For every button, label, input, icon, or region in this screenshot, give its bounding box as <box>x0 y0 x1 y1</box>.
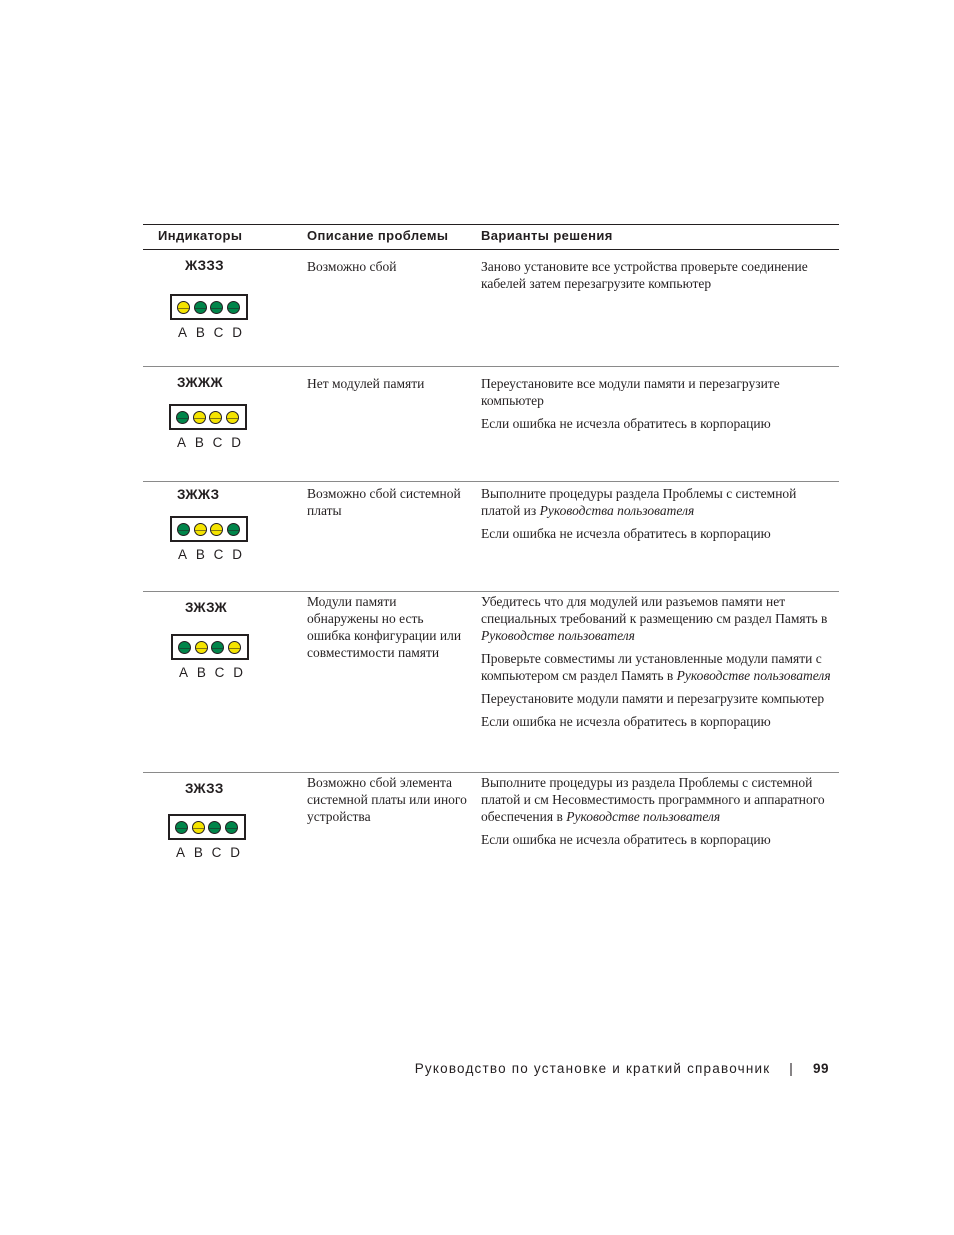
led-yellow-icon <box>177 301 190 314</box>
indicator-code: ЗЖЖЗ <box>177 487 220 502</box>
indicator-code: ЗЖЗЖ <box>185 600 228 615</box>
solution-list <box>481 485 839 548</box>
light-letter: B <box>196 665 206 680</box>
light-letter: C <box>214 665 225 680</box>
led-green-icon <box>208 821 221 834</box>
solution-text: Выполните процедуры из раздела Проблемы с системной платой и см Несовместимость программного и аппаратного обеспечения в <box>481 775 825 824</box>
led-yellow-icon <box>209 411 222 424</box>
solution-item: Переустановите все модули памяти и перезагрузите компьютер <box>481 376 780 408</box>
solution-item <box>481 774 839 825</box>
solution-item: Если ошибка не исчезла обратитесь в корпорацию <box>481 526 771 541</box>
footer-title: Руководство по установке и краткий справочник <box>414 1061 771 1076</box>
light-letter: C <box>213 547 224 562</box>
problem-description: Возможно сбой системной платы <box>307 486 461 518</box>
header-rule <box>143 249 839 250</box>
light-letter: B <box>195 325 205 340</box>
light-letter: D <box>233 665 243 680</box>
light-letter: D <box>232 325 242 340</box>
diagnostic-lights <box>168 814 246 840</box>
solution-text: Убедитесь что для модулей или разъемов памяти нет специальных требований к размещению см раздел Память в <box>481 594 828 626</box>
led-green-icon <box>225 821 238 834</box>
led-green-icon <box>194 301 207 314</box>
led-green-icon <box>227 523 240 536</box>
light-letter: D <box>232 547 242 562</box>
led-yellow-icon <box>192 821 205 834</box>
light-letter: C <box>212 435 223 450</box>
row-divider <box>143 366 839 367</box>
led-green-icon <box>175 821 188 834</box>
table-top-rule <box>143 224 839 225</box>
led-green-icon <box>211 641 224 654</box>
page-number: 99 <box>812 1061 829 1076</box>
indicator-code: ЗЖЖЖ <box>177 375 223 390</box>
light-letter: B <box>193 845 203 860</box>
light-letter: A <box>178 547 188 562</box>
light-letter: A <box>178 325 188 340</box>
light-letter: A <box>176 845 186 860</box>
diagnostic-lights <box>170 516 248 542</box>
light-letter: C <box>213 325 224 340</box>
led-green-icon <box>227 301 240 314</box>
solution-text: Проверьте совместимы ли установленные модули памяти с компьютером см раздел Память в <box>481 651 822 683</box>
light-letters <box>168 845 248 860</box>
diagnostic-lights <box>169 404 247 430</box>
light-letter: A <box>177 435 187 450</box>
problem-description: Нет модулей памяти <box>307 376 425 391</box>
light-letters <box>170 325 250 340</box>
solution-list <box>481 774 839 854</box>
manual-reference: Руководстве пользователя <box>676 668 831 683</box>
led-green-icon <box>176 411 189 424</box>
problem-description: Возможно сбой элемента системной платы или иного устройства <box>307 775 467 824</box>
light-letters <box>170 547 250 562</box>
solution-item: Если ошибка не исчезла обратитесь в корпорацию <box>481 832 771 847</box>
solution-item <box>481 650 839 684</box>
diagnostic-lights <box>170 294 248 320</box>
light-letter: D <box>230 845 240 860</box>
header-description: Описание проблемы <box>307 228 449 243</box>
light-letter: C <box>211 845 222 860</box>
page-footer <box>415 1061 829 1076</box>
manual-reference: Руководстве пользователя <box>481 628 635 643</box>
header-indicators: Индикаторы <box>158 228 243 243</box>
solution-item <box>481 485 839 519</box>
light-letter: B <box>195 547 205 562</box>
led-yellow-icon <box>226 411 239 424</box>
led-yellow-icon <box>228 641 241 654</box>
diagnostic-lights <box>171 634 249 660</box>
led-green-icon <box>210 301 223 314</box>
solution-text: Выполните процедуры раздела Проблемы с системной платой из <box>481 486 797 518</box>
led-yellow-icon <box>210 523 223 536</box>
light-letters <box>169 435 249 450</box>
indicator-code: ЖЗЗЗ <box>185 258 224 273</box>
indicator-code: ЗЖЗЗ <box>185 781 224 796</box>
solution-item: Если ошибка не исчезла обратитесь в корпорацию <box>481 714 771 729</box>
header-solutions: Варианты решения <box>481 228 613 243</box>
led-yellow-icon <box>195 641 208 654</box>
light-letter: B <box>194 435 204 450</box>
solution-item <box>481 593 839 644</box>
led-yellow-icon <box>193 411 206 424</box>
light-letters <box>171 665 251 680</box>
led-yellow-icon <box>194 523 207 536</box>
row-divider <box>143 481 839 482</box>
row-divider <box>143 591 839 592</box>
manual-reference: Руководстве пользователя <box>566 809 721 824</box>
problem-description: Модули памяти обнаружены но есть ошибка конфигурации или совместимости памяти <box>307 594 462 660</box>
light-letter: A <box>179 665 189 680</box>
solution-list <box>481 593 839 736</box>
solution-item: Переустановите модули памяти и перезагрузите компьютер <box>481 691 825 706</box>
solution-item: Заново установите все устройства проверьте соединение кабелей затем перезагрузите компьютер <box>481 259 808 291</box>
solution-list <box>481 375 839 438</box>
solution-list <box>481 258 839 298</box>
solution-item: Если ошибка не исчезла обратитесь в корпорацию <box>481 416 771 431</box>
problem-description: Возможно сбой <box>307 259 397 274</box>
light-letter: D <box>231 435 241 450</box>
footer-separator: | <box>789 1061 795 1076</box>
led-green-icon <box>178 641 191 654</box>
led-green-icon <box>177 523 190 536</box>
row-divider <box>143 772 839 773</box>
manual-reference: Руководства пользователя <box>539 503 695 518</box>
